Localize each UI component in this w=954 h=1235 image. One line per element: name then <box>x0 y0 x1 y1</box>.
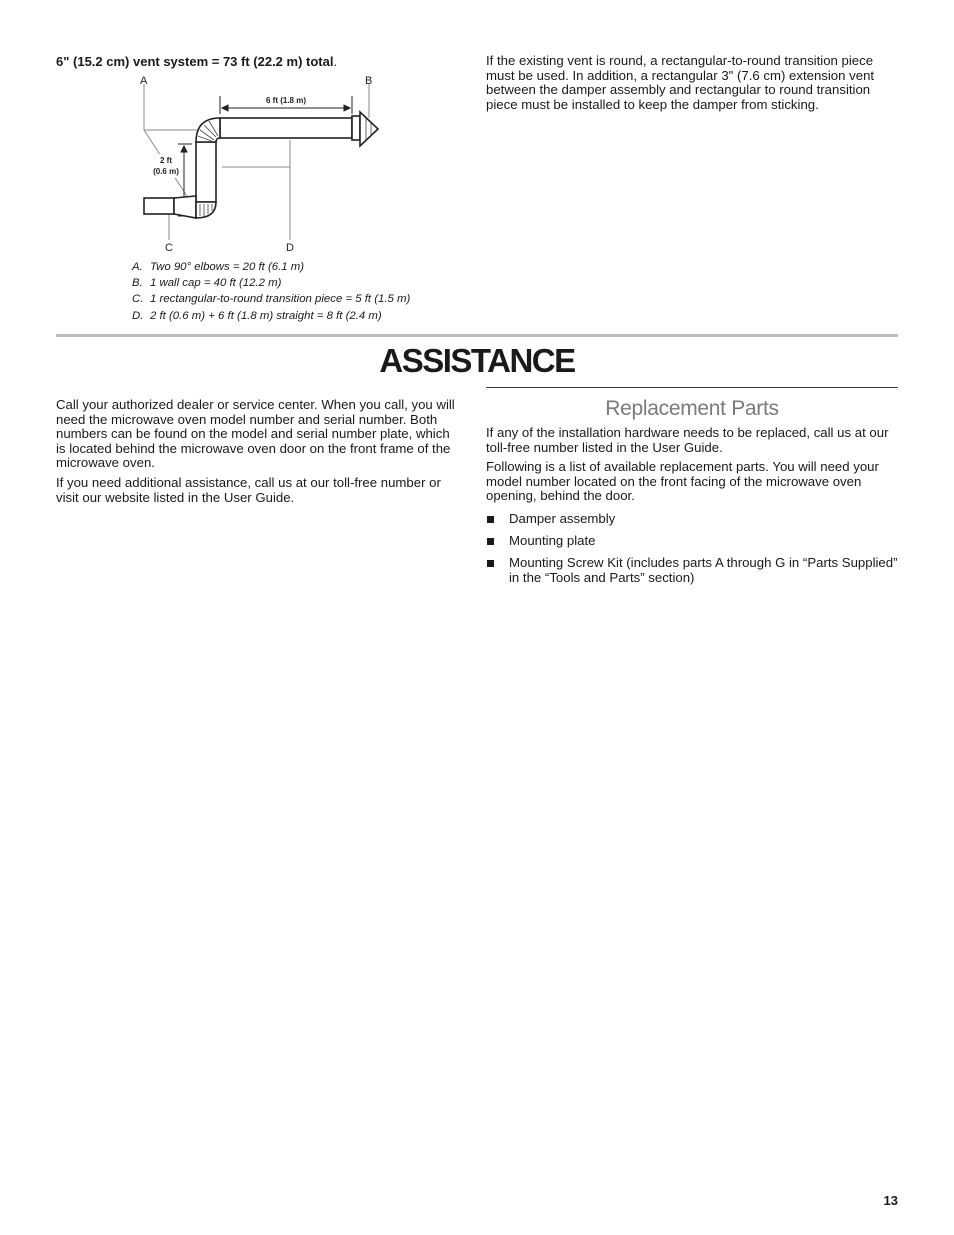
rectangular-transition <box>144 198 174 214</box>
callout-a: A <box>140 75 148 87</box>
list-item <box>486 512 898 527</box>
list-item-text: Mounting plate <box>509 533 596 549</box>
replacement-parts-body <box>486 426 898 593</box>
section-title: ASSISTANCE <box>379 342 575 379</box>
list-item <box>486 534 898 549</box>
legend-item-c <box>132 293 412 305</box>
vertical-straight-duct <box>196 142 216 202</box>
replacement-parts-title: Replacement Parts <box>605 397 779 420</box>
list-item-text: Mounting Screw Kit (includes parts A through G in “Parts Supplied” in the “Tools and Parts” section) <box>509 555 898 585</box>
upper-elbow <box>196 118 220 142</box>
replacement-paragraph-2: Following is a list of available replacement parts. You will need your model number located on the front facing of the microwave oven opening, behind the door. <box>486 459 879 504</box>
transition-note-text: If the existing vent is round, a rectangular-to-round transition piece must be used. In addition, a rectangular 3" (7.6 cm) extension vent between the damper assembly and rectangular to round transition piece must be installed to keep the damper from sticking. <box>486 53 875 112</box>
legend-key: C. <box>132 293 144 306</box>
transition-taper <box>174 196 196 218</box>
dim-vertical-label-1: 2 ft <box>160 156 172 165</box>
callout-b: B <box>365 75 373 87</box>
horizontal-straight-duct <box>220 118 352 138</box>
bullet-square-icon <box>487 538 494 545</box>
dim-h-arrow-left <box>222 105 228 111</box>
assistance-paragraph-1: Call your authorized dealer or service center. When you call, you will need the microwave oven model number and serial number. Both numbers can be found on the model and serial number plate, which is located behind the microwave oven door on the front frame of the microwave oven. <box>56 397 455 471</box>
lower-elbow <box>196 202 216 218</box>
bullet-square-icon <box>487 516 494 523</box>
replacement-parts-list <box>486 512 898 585</box>
list-item <box>486 556 898 585</box>
dim-v-arrow-top <box>181 146 187 152</box>
legend-item-d <box>132 310 412 322</box>
callout-d: D <box>286 242 294 254</box>
legend-item-a <box>132 261 412 273</box>
page-number: 13 <box>883 1193 898 1208</box>
legend-text: Two 90° elbows = 20 ft (6.1 m) <box>150 261 305 273</box>
list-item-text: Damper assembly <box>509 510 616 526</box>
section-divider <box>56 334 898 337</box>
heading-period: . <box>333 54 338 69</box>
legend-text: 1 rectangular-to-round transition piece = 5 ft (1.5 m) <box>150 293 411 306</box>
legend-key: B. <box>132 277 143 290</box>
transition-note <box>486 54 898 112</box>
callout-c: C <box>165 242 173 254</box>
legend-item-b <box>132 277 412 289</box>
dim-vertical-label-2: (0.6 m) <box>153 167 179 176</box>
replacement-parts-rule <box>486 387 898 388</box>
wall-cap-collar <box>352 116 360 140</box>
assistance-body <box>56 398 460 505</box>
replacement-paragraph-1: If any of the installation hardware needs to be replaced, call us at our toll-free number listed in the User Guide. <box>486 425 889 455</box>
dim-h-arrow-right <box>344 105 350 111</box>
vent-system-heading <box>56 54 337 69</box>
vent-system-heading-text: 6" (15.2 cm) vent system = 73 ft (22.2 m) total <box>56 54 334 69</box>
legend-key: D. <box>132 309 144 322</box>
assistance-paragraph-2: If you need additional assistance, call us at our toll-free number or visit our website listed in the User Guide. <box>56 474 441 505</box>
dim-horizontal-label: 6 ft (1.8 m) <box>265 96 307 105</box>
legend-text: 2 ft (0.6 m) + 6 ft (1.8 m) straight = 8 ft (2.4 m) <box>150 309 382 322</box>
diagram-legend <box>132 261 412 326</box>
legend-text: 1 wall cap = 40 ft (12.2 m) <box>150 277 282 290</box>
vent-system-diagram <box>126 70 396 260</box>
legend-key: A. <box>132 261 143 273</box>
bullet-square-icon <box>487 560 494 567</box>
